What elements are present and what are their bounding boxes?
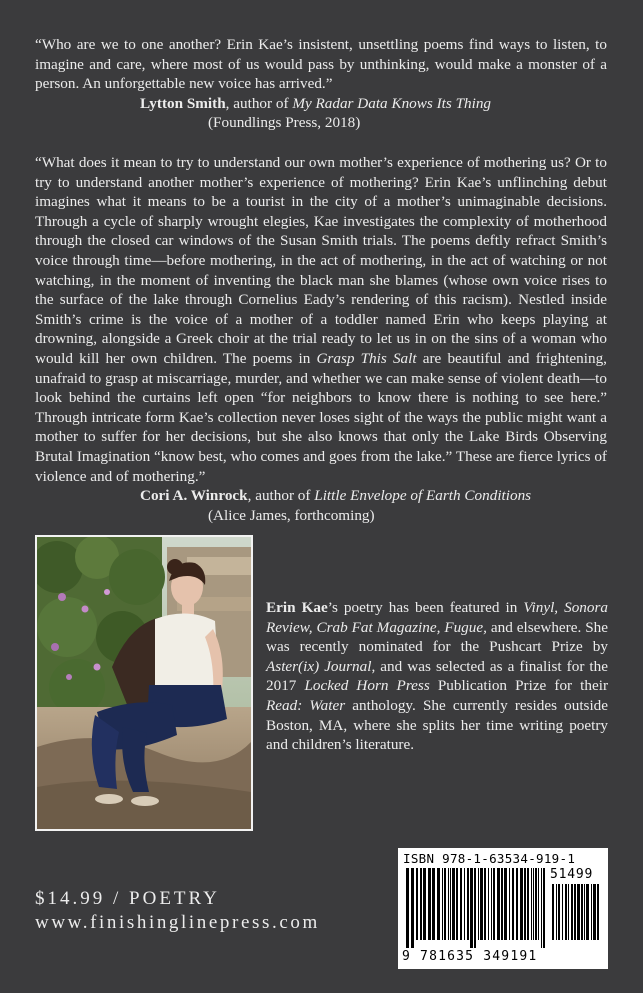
author-bio (266, 598, 608, 755)
barcode-digits: 9 781635 349191 (402, 949, 538, 964)
blurb-quote-part2: are beautiful and frightening, unafraid to grasp at miscarriage, murder, and whether we can make sense of violent death—to look behind the curtains left open “for neighbors to know there is nothing to see here.” Through intricate form Kae’s collection never loses sight of the ways the public might want a mother to suffer for her decisions, but she also knows that only the Lake Birds Observing Brutal Imagination “know best, who comes and goes from the lake.” These are fierce lyrics of violence and of mothering.” (35, 349, 607, 485)
bio-author-name: Erin Kae (266, 599, 328, 616)
isbn-label: ISBN 978-1-63534-919-1 (403, 851, 576, 866)
blurb-attribution (35, 486, 607, 506)
barcode-addon-bars-icon (550, 884, 602, 948)
blurb-cori-winrock (35, 153, 607, 525)
blurb-quote-part1: “What does it mean to try to understand our own mother’s experience of mothering us? Or to try to understand another mother’s experience of mothering? Erin Kae’s unflinching debut imagines what it means to be a tourist in the city of a mother’s unimaginable decisions. Through a cycle of sharply wrought elegies, Kae investigates the complexity of motherhood through the closed car windows of the Susan Smith trials. The poems deftly refract Smith’s voice through time—before mothering, in the act of mothering, in the act of watching or not watching, in the moment of inventing the black man she blames (whose own voice rises to the surface of the lake through Cornelius Eady’s rendering of this racism). Nestled inside Smith’s crime is the voice of a mother of a toddler named Erin who keeps playing at drowning, alongside a Greek choir at the trial ready to let us in on the sins of a woman who would kill her own children. The poems in (35, 154, 607, 367)
barcode-bars-icon (404, 868, 546, 948)
bio-publication: Read: Water (266, 696, 346, 714)
barcode-addon-digits: 51499 (550, 867, 594, 882)
blurb-quote-title: Grasp This Salt (316, 349, 417, 367)
blurb-publisher: (Alice James, forthcoming) (208, 506, 375, 524)
blurb-attribution (35, 94, 607, 114)
blurb-publisher: (Foundlings Press, 2018) (208, 114, 361, 132)
blurb-author-suffix: , author of (225, 94, 293, 112)
blurb-quote (35, 153, 607, 486)
blurb-book-title: My Radar Data Knows Its Thing (292, 94, 492, 112)
blurb-book-title: Little Envelope of Earth Conditions (314, 487, 532, 505)
blurb-author: Lytton Smith (140, 94, 226, 112)
bio-text: anthology. She currently resides outside Boston, MA, where she splits her time writing poetry and children’s literature. (266, 696, 608, 754)
bio-publication: Vinyl, Sonora Review, Crab Fat Magazine, Fugue, (266, 599, 608, 636)
bio-publication: Aster(ix) Journal (266, 657, 372, 675)
bio-text: , and was selected as a finalist for the 2017 (266, 657, 608, 695)
price-category: $14.99 / POETRY (35, 888, 220, 909)
bio-publication: Locked Horn Press (304, 677, 430, 695)
publisher-website: www.finishinglinepress.com (35, 912, 320, 933)
bio-text: and elsewhere. She was recently nominated for the Pushcart Prize by (266, 618, 608, 656)
blurb-author: Cori A. Winrock (140, 487, 248, 505)
blurb-quote: “Who are we to one another? Erin Kae’s insistent, unsettling poems find ways to listen, to imagine and care, where most of us would pass by unthinking, would make a monster of a person. An unforgettable new voice has arrived.” (35, 36, 607, 93)
bio-text: ’s poetry has been featured in (327, 599, 524, 616)
bio-text: Publication Prize for their (429, 677, 609, 695)
author-photo (35, 535, 253, 831)
isbn-barcode (398, 848, 608, 969)
blurb-author-suffix: , author of (247, 487, 315, 505)
blurb-lytton-smith (35, 35, 607, 133)
